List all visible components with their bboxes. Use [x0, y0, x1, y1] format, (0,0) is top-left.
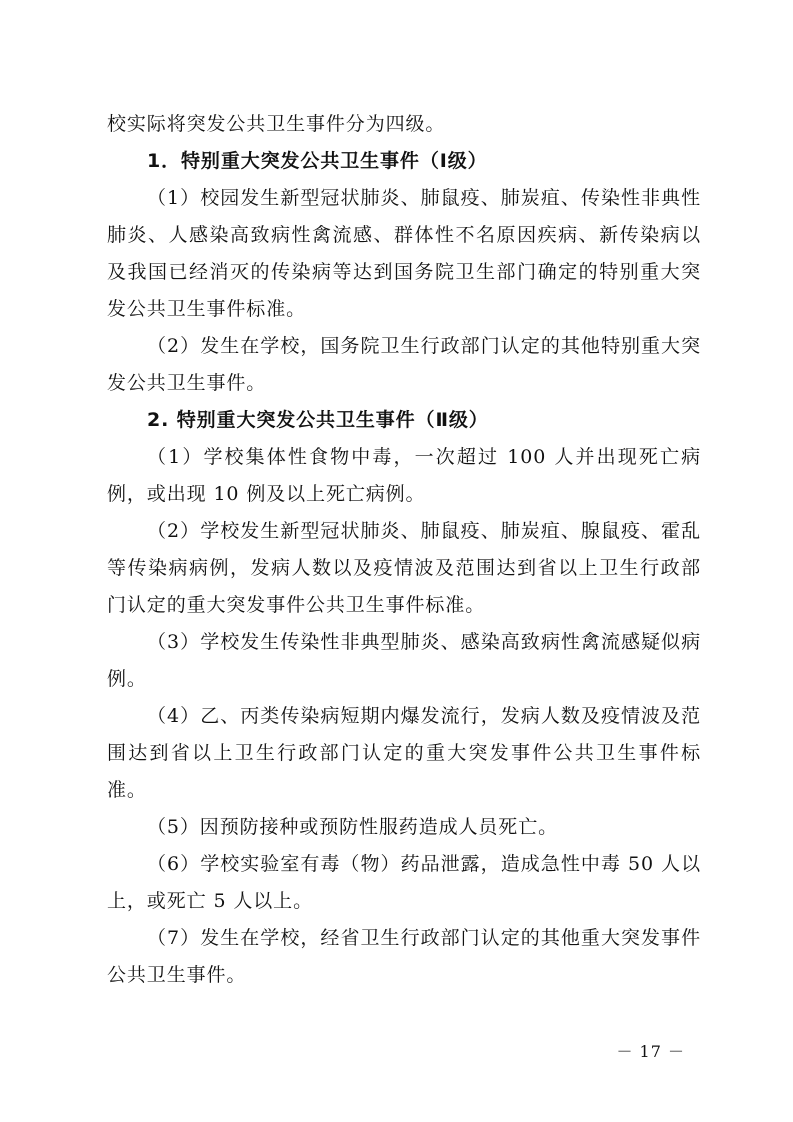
paragraph-level-2-item-2: （2）学校发生新型冠状肺炎、肺鼠疫、肺炭疽、腺鼠疫、霍乱等传染病病例，发病人数以及疫情波及范围达到省以上卫生行政部门认定的重大突发事件公共卫生事件标准。 — [107, 520, 701, 616]
paragraph-level-2-item-1: （1）学校集体性食物中毒，一次超过 100 人并出现死亡病例，或出现 10 例及以上死亡病例。 — [107, 446, 701, 505]
paragraph-intro-continuation: 校实际将突发公共卫生事件分为四级。 — [107, 113, 446, 135]
paragraph-level-2-item-7: （7）发生在学校，经省卫生行政部门认定的其他重大突发事件公共卫生事件。 — [107, 927, 701, 986]
paragraph-level-2-item-6: （6）学校实验室有毒（物）药品泄露，造成急性中毒 50 人以上，或死亡 5 人以上。 — [107, 853, 701, 912]
page-number: － 17 － — [616, 1042, 685, 1061]
section-heading-level-2: 2. 特别重大突发公共卫生事件（Ⅱ级） — [147, 409, 489, 431]
paragraph-level-2-item-5: （5）因预防接种或预防性服药造成人员死亡。 — [147, 816, 558, 838]
section-heading-level-1: 1．特别重大突发公共卫生事件（Ⅰ级） — [147, 150, 488, 172]
paragraph-level-2-item-3: （3）学校发生传染性非典型肺炎、感染高致病性禽流感疑似病例。 — [107, 631, 701, 690]
document-body — [107, 106, 701, 994]
paragraph-level-1-item-1: （1）校园发生新型冠状肺炎、肺鼠疫、肺炭疽、传染性非典性肺炎、人感染高致病性禽流感、群体性不名原因疾病、新传染病以及我国已经消灭的传染病等达到国务院卫生部门确定的特别重大突发公共卫生事件标准。 — [107, 187, 701, 320]
paragraph-level-1-item-2: （2）发生在学校，国务院卫生行政部门认定的其他特别重大突发公共卫生事件。 — [107, 335, 701, 394]
paragraph-level-2-item-4: （4）乙、丙类传染病短期内爆发流行，发病人数及疫情波及范围达到省以上卫生行政部门认定的重大突发事件公共卫生事件标准。 — [107, 705, 701, 801]
